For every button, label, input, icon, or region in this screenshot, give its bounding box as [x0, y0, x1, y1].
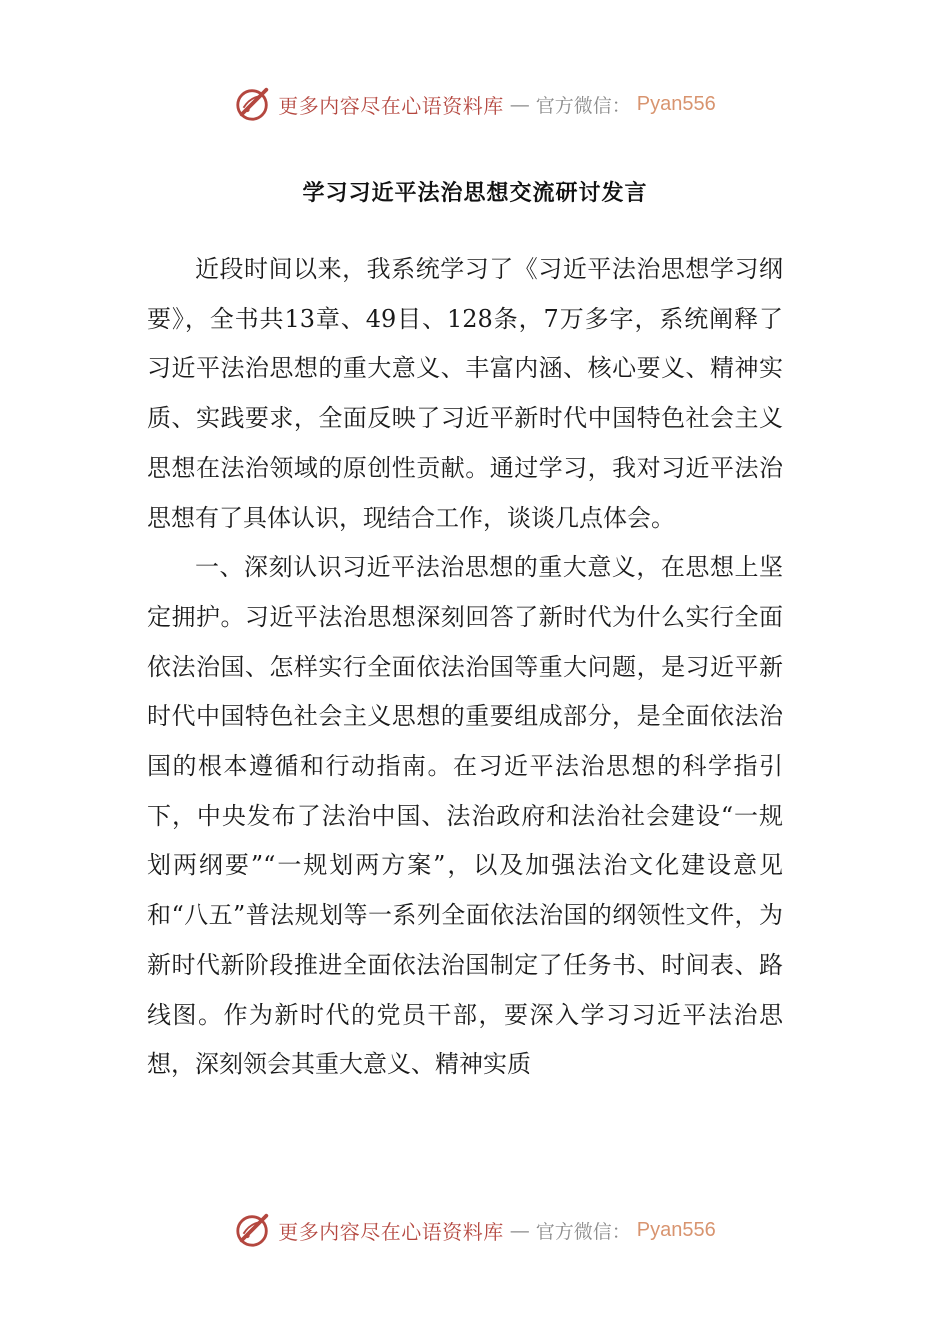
banner-wechat-id: Pyan556	[636, 92, 716, 115]
banner-separator: —	[509, 92, 530, 116]
document-body	[147, 245, 783, 1090]
footer-banner	[0, 1210, 950, 1250]
banner-separator: —	[509, 1218, 530, 1242]
pen-logo-icon	[234, 1211, 272, 1249]
banner-text: 更多内容尽在心语资料库	[278, 1219, 504, 1244]
document-title: 学习习近平法治思想交流研讨发言	[302, 181, 648, 206]
banner-text: 更多内容尽在心语资料库	[278, 93, 504, 118]
banner-wechat-label: 官方微信：	[535, 94, 631, 117]
paragraph-section-one: 一、深刻认识习近平法治思想的重大意义，在思想上坚定拥护。习近平法治思想深刻回答了新时代为什么实行全面依法治国、怎样实行全面依法治国等重大问题，是习近平新时代中国特色社会主义思想的重要组成部分，是全面依法治国的根本遵循和行动指南。在习近平法治思想的科学指引下，中央发布了法治中国、法治政府和法治社会建设“一规划两纲要”“一规划两方案”，以及加强法治文化建设意见和“八五”普法规划等一系列全面依法治国的纲领性文件，为新时代新阶段推进全面依法治国制定了任务书、时间表、路线图。作为新时代的党员干部，要深入学习习近平法治思想，深刻领会其重大意义、精神实质	[147, 553, 783, 1079]
banner-wechat-id: Pyan556	[636, 1218, 716, 1241]
banner-wechat-label: 官方微信：	[535, 1220, 631, 1243]
header-banner	[0, 84, 950, 124]
paragraph-intro: 近段时间以来，我系统学习了《习近平法治思想学习纲要》，全书共13章、49目、128条，7万多字，系统阐释了习近平法治思想的重大意义、丰富内涵、核心要义、精神实质、实践要求，全面反映了习近平新时代中国特色社会主义思想在法治领域的原创性贡献。通过学习，我对习近平法治思想有了具体认识，现结合工作，谈谈几点体会。	[147, 255, 783, 532]
pen-logo-icon	[234, 85, 272, 123]
